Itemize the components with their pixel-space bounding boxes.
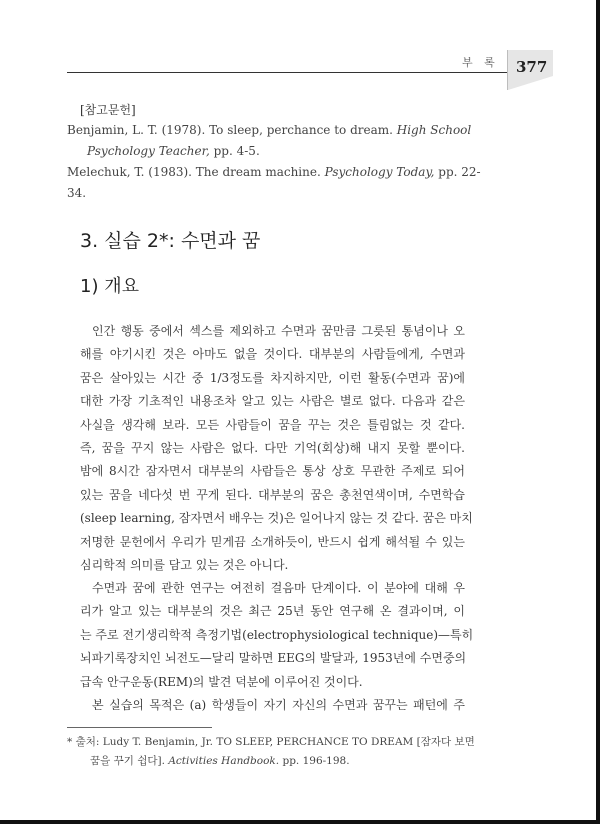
reference-pages: pp. 22-34.: [67, 165, 481, 200]
page-number: 377: [516, 58, 548, 76]
paragraph-2: [80, 577, 474, 694]
text-line: 급속 안구운동(REM)의 발견 덕분에 이루어진 것이다.: [80, 674, 363, 689]
text-line: 뇌파기록장치인 뇌전도—달리 말하면 EEG의 발달과, 1953년에 수면중의: [80, 651, 467, 666]
reference-text: Benjamin, L. T. (1978). To sleep, perchance to dream.: [67, 123, 397, 137]
footnote: [67, 733, 477, 771]
footnote-line: 꿈을 꾸기 쉽다].: [90, 755, 169, 767]
footnote-rule: [67, 727, 212, 728]
text-line: 인간 행동 중에서 섹스를 제외하고 수면과 꿈만큼 그릇된 통념이나 오: [92, 324, 465, 338]
reference-text: Melechuk, T. (1983). The dream machine.: [67, 165, 325, 179]
text-line: 수면과 꿈에 관한 연구는 여전히 걸음마 단계이다. 이 분야에 대해 우: [92, 581, 465, 595]
footnote-book-title: Activities Handbook.: [168, 755, 280, 767]
text-line: 즉, 꿈을 꾸지 않는 사람은 없다. 다만 기억(회상)해 내지 못할 뿐이다.: [80, 441, 465, 456]
text-line: (sleep learning, 잠자면서 배우는 것)은 일어나지 않는 것 같다. 꿈은 마치: [80, 511, 473, 526]
reference-journal: High School: [396, 123, 472, 137]
text-line: 저명한 문헌에서 우리가 믿게끔 소개하듯이, 반드시 쉽게 해석될 수 있는: [80, 534, 465, 549]
text-line: 사실을 생각해 보라. 모든 사람들이 꿈을 꾸는 것은 틀림없는 것 같다.: [80, 417, 465, 432]
paragraph-3: [80, 694, 465, 717]
text-line: 는 주로 전기생리학적 측정기법(electrophysiological technique)—특히: [80, 627, 474, 642]
text-line: 밤에 8시간 잠자면서 대부분의 사람들은 통상 상호 무관한 주제로 되어: [80, 464, 465, 479]
footnote-pages: pp. 196-198.: [279, 755, 350, 767]
subsection-title: 1) 개요: [80, 276, 139, 297]
reference-pages: pp. 4-5.: [209, 144, 260, 158]
text-line: 해를 야기시킨 것은 아마도 없을 것이다. 대부분의 사람들에게, 수면과: [80, 347, 465, 362]
running-head: 부 록: [462, 56, 499, 69]
reference-item: [67, 120, 487, 162]
footnote-line: * 출처: Ludy T. Benjamin, Jr. TO SLEEP, PERCHANCE TO DREAM [잠자다 보면: [67, 736, 475, 748]
reference-journal: Psychology Today,: [324, 165, 435, 179]
paragraph-1: [80, 320, 473, 577]
header-rule: [67, 72, 507, 73]
text-line: 심리학적 의미를 담고 있는 것은 아니다.: [80, 558, 289, 573]
reference-journal-cont: Psychology Teacher,: [87, 144, 210, 158]
text-line: 대한 가장 기초적인 내용조차 알고 있는 사람은 별로 없다. 다음과 같은: [80, 394, 465, 409]
text-line: 리가 알고 있는 대부분의 것은 최근 25년 동안 연구해 온 결과이며, 이: [80, 604, 465, 619]
references-heading: [참고문헌]: [80, 103, 136, 117]
section-title: 3. 실습 2*: 수면과 꿈: [80, 230, 261, 252]
text-line: 꿈은 살아있는 시간 중 1/3정도를 차지하지만, 이런 활동(수면과 꿈)에: [80, 370, 465, 385]
text-line: 있는 꿈을 네다섯 번 꾸게 된다. 대부분의 꿈은 총천연색이며, 수면학습: [80, 487, 465, 502]
text-line: 본 실습의 목적은 (a) 학생들이 자기 자신의 수면과 꿈꾸는 패턴에 주: [92, 698, 465, 712]
reference-item: [67, 162, 487, 204]
